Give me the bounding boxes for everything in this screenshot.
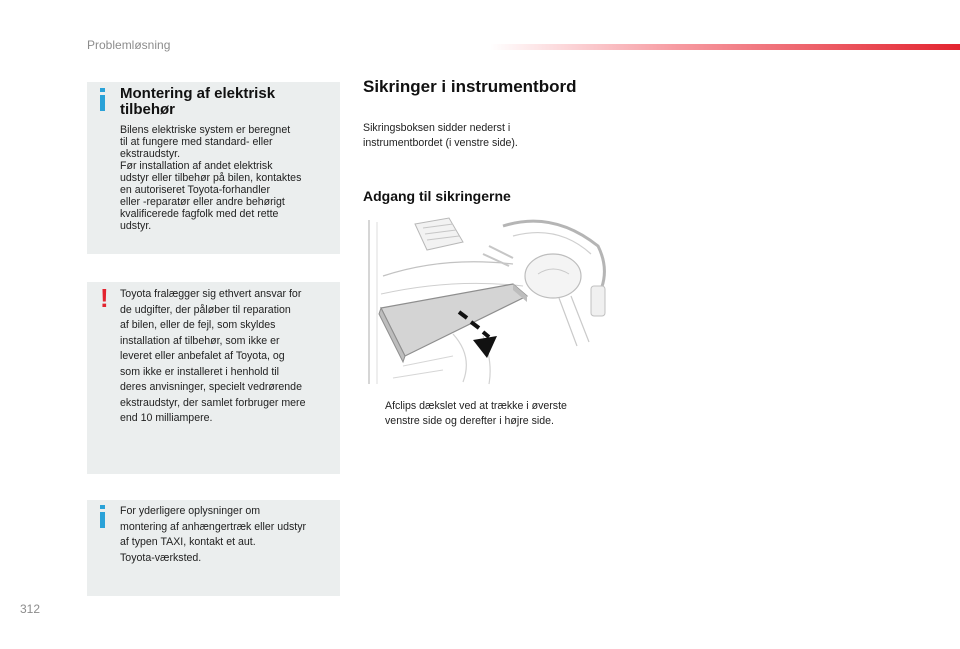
intro-text: Sikringsboksen sidder nederst i instrumentbordet (i venstre side). [363, 122, 518, 149]
info-box-text: Bilens elektriske system er beregnet til at fungere med standard- eller ekstraudstyr. Før installation af andet elektrisk udstyr eller tilbehør på bilen, kontaktes en autoriseret Toyota-forhandler eller -reparatør eller andre behørigt kvalificerede fagfolk med det rette udstyr. [120, 124, 302, 232]
info-box-title: Montering af elektrisk tilbehør [120, 85, 276, 118]
warning-icon: ! [100, 283, 109, 313]
note-box-text: For yderligere oplysninger om montering af anhængertræk eller udstyr af typen TAXI, kontakt et aut. Toyota-værksted. [120, 505, 307, 564]
header-accent-bar [490, 44, 960, 50]
warning-box-text: Toyota fralægger sig ethvert ansvar for de udgifter, der påløber til reparation af bilen, eller de fejl, som skyldes installation af tilbehør, som ikke er leveret eller anbefalet af Toyota, og som ikke er installeret i henhold til deres anvisninger, specielt vedrørende ekstraudstyr, der samlet forbruger mere end 10 milliampere. [120, 288, 306, 424]
sub-title: Adgang til sikringerne [363, 188, 511, 204]
info-icon [100, 88, 106, 112]
page-number: 312 [20, 602, 41, 616]
step-text: Afclips dækslet ved at trække i øverste venstre side og derefter i højre side. [385, 400, 567, 427]
section-label: Problemløsning [87, 38, 171, 52]
dashboard-fuse-cover-illustration [363, 216, 616, 386]
info-icon [100, 505, 106, 529]
main-title: Sikringer i instrumentbord [363, 77, 577, 96]
